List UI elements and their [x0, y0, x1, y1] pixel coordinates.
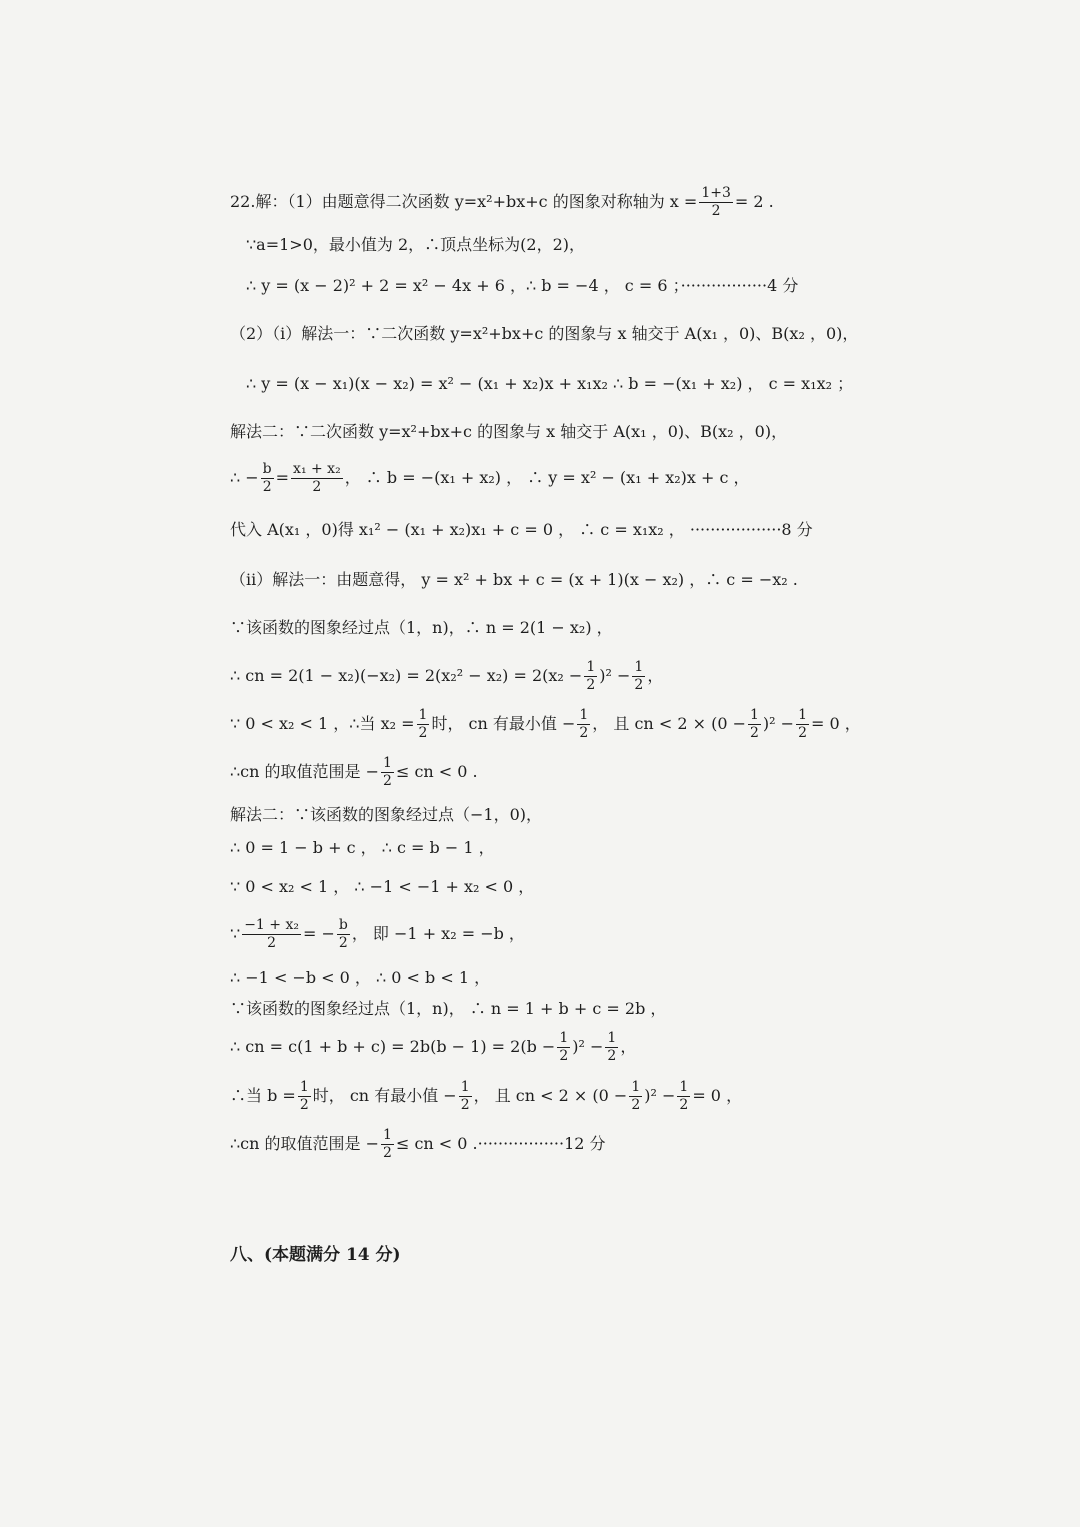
text-segment: 时， cn 有最小值 − [312, 1086, 457, 1106]
text-segment: = [275, 468, 290, 488]
text-segment: ∵ 0 < x₂ < 1 ，∴当 x₂ = [230, 714, 415, 734]
section-eight-heading: 八、(本题满分 14 分) [230, 1245, 401, 1265]
text-segment: ∴当 b = [230, 1086, 296, 1106]
fraction [557, 1031, 570, 1063]
text-segment: ， ∴ b = −(x₁ + x₂) ， ∴ y = x² − (x₁ + x₂)x + c ， [344, 468, 750, 488]
fraction [381, 1128, 394, 1160]
fraction [748, 708, 761, 740]
text-segment: ， 即 −1 + x₂ = −b ， [351, 924, 525, 944]
solution-22-part1-line [230, 186, 774, 218]
fraction-numerator: 1 [750, 707, 759, 723]
text-segment: ≤ cn < 0 . [395, 762, 478, 782]
text-segment: )² − [599, 666, 631, 686]
result-line-4-points: ∴ y = (x − 2)² + 2 = x² − 4x + 6 ，∴ b = −4 ， c = 6 ；·················4 分 [246, 276, 799, 295]
fraction-denominator: 2 [418, 724, 428, 741]
text-segment: ∴cn 的取值范围是 − [230, 762, 380, 782]
minimum-value-line-2 [230, 1080, 742, 1112]
c-equals-b-minus-1-line: ∴ 0 = 1 − b + c ， ∴ c = b − 1 ， [230, 838, 495, 857]
substitution-line-8-points: 代入 A(x₁ ，0)得 x₁² − (x₁ + x₂)x₁ + c = 0 ， ∴ c = x₁x₂ ， ··················8 分 [230, 520, 813, 539]
fraction-denominator: 2 [312, 478, 322, 495]
fraction-denominator: 2 [383, 1144, 392, 1161]
fraction-denominator: 2 [383, 772, 392, 789]
fraction [699, 186, 733, 218]
fraction-numerator: 1 [634, 659, 644, 675]
fraction [577, 708, 590, 740]
fraction [459, 1080, 472, 1112]
fraction-numerator: b [262, 461, 272, 477]
cn-expression-line [230, 660, 663, 692]
text-segment: ≤ cn < 0 .·················12 分 [395, 1134, 606, 1154]
text-segment: = 0 ， [811, 714, 861, 734]
fraction-denominator: 2 [607, 1047, 617, 1064]
fraction [417, 708, 430, 740]
fraction-denominator: 2 [711, 202, 721, 219]
fraction-denominator: 2 [579, 724, 589, 741]
fraction [677, 1080, 690, 1112]
fraction [605, 1031, 618, 1063]
text-segment: ∴ − [230, 468, 259, 488]
fraction-denominator: 2 [586, 676, 596, 693]
fraction-numerator: 1 [299, 1079, 309, 1095]
text-segment: )² − [644, 1086, 676, 1106]
range-line-12-points [230, 1128, 606, 1160]
fraction-numerator: 1 [383, 1127, 392, 1143]
text-segment: = 0 ， [692, 1086, 743, 1106]
text-segment: ∴ cn = 2(1 − x₂)(−x₂) = 2(x₂² − x₂) = 2(x₂ − [230, 666, 583, 686]
vertex-line: ∵a=1>0，最小值为 2，∴顶点坐标为(2，2)， [246, 235, 586, 254]
fraction [337, 918, 350, 950]
text-segment: ， 且 cn < 2 × (0 − [473, 1086, 628, 1106]
axis-equation-line [230, 918, 525, 950]
text-segment: 时， cn 有最小值 − [431, 714, 576, 734]
fraction [261, 462, 274, 494]
fraction [632, 660, 645, 692]
fraction-denominator: 2 [750, 724, 759, 741]
fraction [298, 1080, 311, 1112]
fraction-denominator: 2 [299, 1096, 309, 1113]
fraction-denominator: 2 [631, 1096, 641, 1113]
fraction-numerator: 1 [383, 755, 392, 771]
text-segment: ， [620, 1037, 637, 1057]
x2-range-line: ∵ 0 < x₂ < 1 ， ∴ −1 < −1 + x₂ < 0 ， [230, 877, 535, 896]
part-ii-method1-line: （ii）解法一：由题意得， y = x² + bx + c = (x + 1)(x − x₂) ，∴ c = −x₂ . [230, 570, 798, 589]
fraction [381, 756, 394, 788]
range-line-1 [230, 756, 478, 788]
fraction [796, 708, 809, 740]
fraction [584, 660, 597, 692]
fraction-denominator: 2 [798, 724, 807, 741]
text-segment: ∴ cn = c(1 + b + c) = 2b(b − 1) = 2(b − [230, 1037, 556, 1057]
fraction-numerator: 1 [586, 659, 596, 675]
part-ii-method2-line: 解法二：∵该函数的图象经过点（−1，0)， [230, 805, 543, 824]
fraction-numerator: x₁ + x₂ [293, 461, 341, 477]
fraction-numerator: 1 [679, 1079, 689, 1095]
fraction-numerator: 1 [418, 707, 428, 723]
text-segment: 22.解：（1）由题意得二次函数 y=x²+bx+c 的图象对称轴为 x = [230, 192, 698, 212]
method2-line: 解法二：∵二次函数 y=x²+bx+c 的图象与 x 轴交于 A(x₁ ，0)、B(x₂ ，0)， [230, 422, 788, 441]
fraction-numerator: 1 [798, 707, 807, 723]
fraction-denominator: 2 [267, 934, 277, 951]
fraction [291, 462, 343, 494]
fraction-numerator: 1 [559, 1030, 569, 1046]
text-segment: ∴cn 的取值范围是 − [230, 1134, 380, 1154]
text-segment: )² − [762, 714, 795, 734]
point-n-line: ∵该函数的图象经过点（1，n)，∴ n = 2(1 − x₂) ， [230, 618, 613, 637]
cn-expression-line-2 [230, 1031, 636, 1063]
fraction [242, 918, 301, 950]
text-segment: ， [647, 666, 664, 686]
minimum-value-line-1 [230, 708, 861, 740]
fraction-denominator: 2 [679, 1096, 689, 1113]
axis-relation-line [230, 462, 750, 494]
b-range-line: ∴ −1 < −b < 0 ， ∴ 0 < b < 1 ， [230, 968, 491, 987]
fraction-numerator: 1 [579, 707, 589, 723]
text-segment: ， 且 cn < 2 × (0 − [592, 714, 746, 734]
fraction-numerator: 1 [460, 1079, 470, 1095]
fraction-numerator: −1 + x₂ [244, 917, 299, 933]
fraction-denominator: 2 [460, 1096, 470, 1113]
fraction-numerator: b [338, 917, 348, 933]
fraction [629, 1080, 642, 1112]
text-segment: = − [302, 924, 335, 944]
fraction-numerator: 1 [607, 1030, 617, 1046]
fraction-denominator: 2 [559, 1047, 569, 1064]
text-segment: = 2 . [734, 192, 774, 212]
text-segment: ∵ [230, 924, 241, 944]
text-segment: )² − [572, 1037, 604, 1057]
fraction-denominator: 2 [338, 934, 348, 951]
factored-form-line: ∴ y = (x − x₁)(x − x₂) = x² − (x₁ + x₂)x + x₁x₂ ∴ b = −(x₁ + x₂) ， c = x₁x₂ ； [246, 374, 854, 393]
part2-method1-line: （2）（i）解法一：∵二次函数 y=x²+bx+c 的图象与 x 轴交于 A(x₁ ，0)、B(x₂ ，0)， [230, 324, 859, 343]
fraction-numerator: 1 [631, 1079, 641, 1095]
fraction-denominator: 2 [634, 676, 644, 693]
fraction-numerator: 1+3 [701, 185, 731, 201]
point-n-line-2: ∵该函数的图象经过点（1，n)， ∴ n = 1 + b + c = 2b ， [230, 999, 667, 1018]
fraction-denominator: 2 [262, 478, 272, 495]
